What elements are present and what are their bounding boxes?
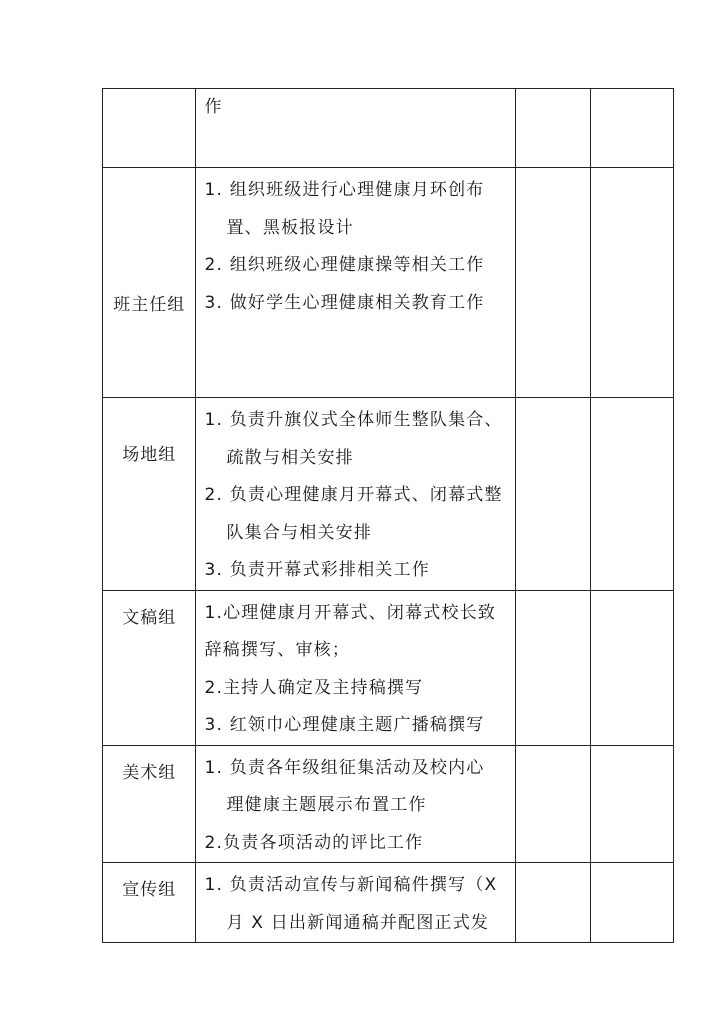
duty-line: 理健康主题展示布置工作 — [226, 795, 427, 815]
duty-line: 2.主持人确定及主持稿撰写 — [204, 677, 424, 698]
duty-line: 2. 负责心理健康月开幕式、闭幕式整 — [204, 485, 503, 505]
duty-cell — [196, 745, 516, 863]
group-cell — [103, 745, 196, 863]
duty-line: 疏散与相关安排 — [226, 447, 354, 468]
empty-cell — [590, 863, 673, 943]
work-assignment-table — [102, 88, 674, 943]
empty-cell — [590, 168, 673, 398]
empty-cell — [590, 745, 673, 863]
group-name: 美术组 — [122, 762, 177, 783]
group-cell — [103, 398, 196, 591]
group-cell — [103, 590, 196, 745]
duty-line: 队集合与相关安排 — [226, 522, 373, 543]
duty-line: 2. 组织班级心理健康操等相关工作 — [204, 255, 485, 275]
empty-cell — [516, 398, 590, 591]
group-name: 班主任组 — [113, 295, 186, 315]
duty-cell — [196, 89, 516, 168]
group-cell — [103, 168, 196, 398]
duty-line: 1. 组织班级进行心理健康月环创布 — [204, 180, 485, 200]
table-row — [103, 398, 674, 591]
duty-cell — [196, 168, 516, 398]
duty-line: 1. 负责各年级组征集活动及校内心 — [204, 757, 485, 778]
empty-cell — [516, 168, 590, 398]
duty-line: 1. 负责活动宣传与新闻稿件撰写（X — [204, 875, 498, 895]
empty-cell — [516, 863, 590, 943]
duty-line: 月 X 日出新闻通稿并配图正式发 — [226, 912, 490, 933]
duty-line: 作 — [204, 97, 223, 117]
duty-line: 2.负责各项活动的评比工作 — [204, 832, 424, 853]
empty-cell — [516, 590, 590, 745]
duty-line: 3. 红领巾心理健康主题广播稿撰写 — [204, 715, 485, 735]
table-row — [103, 89, 674, 168]
duty-line: 3. 做好学生心理健康相关教育工作 — [204, 292, 485, 313]
duty-cell — [196, 863, 516, 943]
duty-cell — [196, 398, 516, 591]
table-row — [103, 745, 674, 863]
group-name: 文稿组 — [122, 607, 177, 628]
empty-cell — [590, 590, 673, 745]
duty-line: 3. 负责开幕式彩排相关工作 — [204, 560, 430, 580]
table-row — [103, 168, 674, 398]
duty-line: 置、黑板报设计 — [226, 217, 354, 238]
duty-cell — [196, 590, 516, 745]
empty-cell — [590, 398, 673, 591]
empty-cell — [516, 745, 590, 863]
group-name: 宣传组 — [122, 880, 177, 900]
empty-cell — [516, 89, 590, 168]
group-cell — [103, 863, 196, 943]
table-row — [103, 590, 674, 745]
group-cell — [103, 89, 196, 168]
group-name: 场地组 — [122, 445, 177, 465]
empty-cell — [590, 89, 673, 168]
table-row — [103, 863, 674, 943]
duty-line: 辞稿撰写、审核； — [204, 640, 351, 660]
duty-line: 1.心理健康月开幕式、闭幕式校长致 — [204, 602, 497, 623]
duty-line: 1. 负责升旗仪式全体师生整队集合、 — [204, 410, 503, 430]
